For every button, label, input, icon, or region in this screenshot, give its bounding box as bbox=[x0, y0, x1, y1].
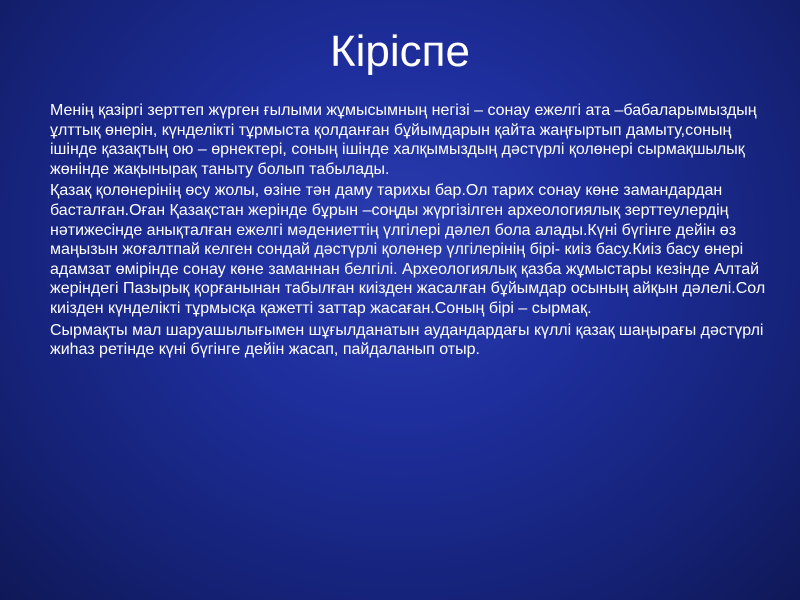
slide-body bbox=[50, 101, 775, 362]
paragraph-history: Қазақ қолөнерінің өсу жолы, өзіне тән даму тарихы бар.Ол тарих сонау көне замандардан басталған.Оған Қазақстан жерінде бұрын –соңды жүргізілген археологиялық зерттеулердің нәтижесінде анықталған ежелгі мәдениеттің үлгілері дәлел бола алады.Күні бүгінге дейін өз маңызын жоғалтпай келген сондай дәстүрлі қолөнер үлгілерінің бірі- киіз басу.Киіз басу өнері адамзат өмірінде сонау көне заманнан белгілі. Археологиялық қазба жұмыстары кезінде Алтай жеріндегі Пазырық қорғанынан табылған киізден жасалған бұйымдар осының айқын дәлелі.Сол киізден күнделікті тұрмысқа қажетті заттар жасаған.Соның бірі – сырмақ. bbox=[50, 182, 766, 317]
paragraph-syrmak: Сырмақты мал шаруашылығымен шұғылданатын аудандардағы күллі қазақ шаңырағы дәстүрлі жиһаз ретінде күні бүгінге дейін жасап, пайдаланып отыр. bbox=[50, 321, 764, 359]
slide-title: Кіріспе bbox=[330, 27, 470, 76]
paragraph-intro: Менің қазіргі зерттеп жүрген ғылыми жұмысымның негізі – сонау ежелгі ата –бабаларымыздың ұлттық өнерін, күнделікті тұрмыста қолданған бұйымдарын қайта жаңғыртып дамыту,соның ішінде қазақтың ою – өрнектері, соның ішінде халқымыздың дәстүрлі қолөнері сырмақшылық жөнінде жақынырақ таныту болып табылады. bbox=[50, 102, 757, 178]
